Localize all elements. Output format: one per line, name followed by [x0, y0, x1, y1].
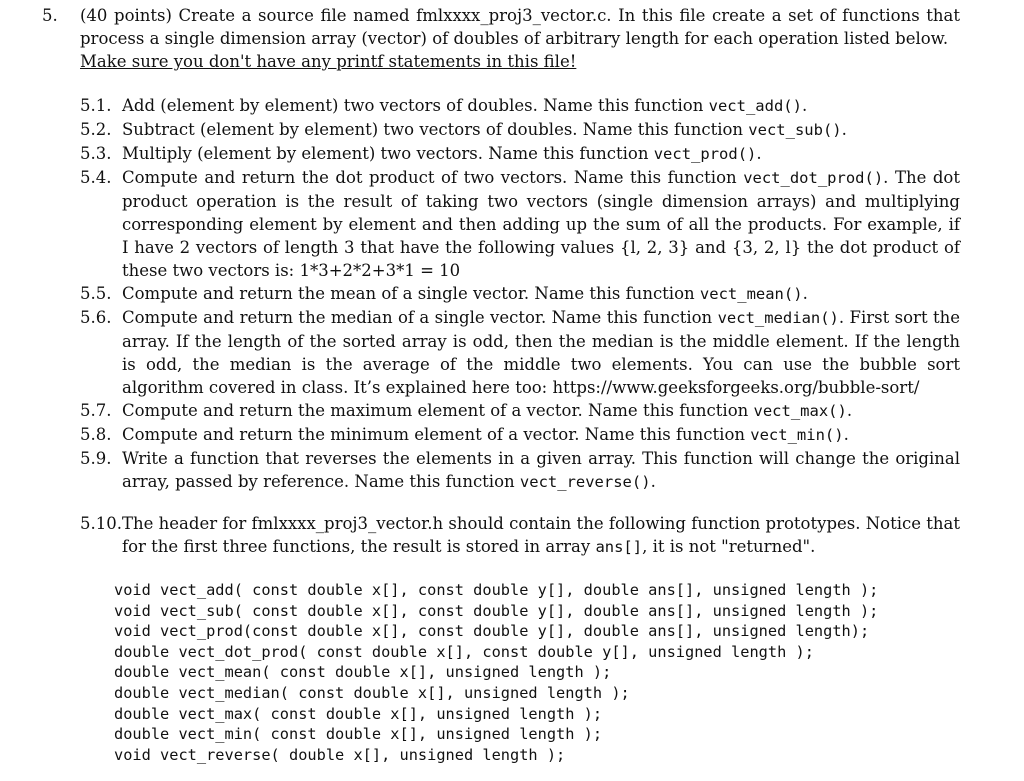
item-text: Compute and return the median of a single vector. Name this function: [122, 308, 718, 327]
question-intro: [80, 4, 960, 73]
function-name: vect_prod(): [653, 145, 757, 163]
list-item: [80, 512, 960, 559]
code-line: void vect_add( const double x[], const double y[], double ans[], unsigned length );: [114, 581, 879, 599]
function-name: vect_dot_prod(): [743, 169, 884, 187]
item-text-after: , it is not "returned".: [642, 537, 816, 556]
code-line: double vect_min( const double x[], unsigned length );: [114, 725, 603, 744]
header-section: [80, 512, 960, 559]
item-number: 5.10.: [80, 514, 122, 533]
function-name: vect_min(): [750, 426, 844, 444]
item-text: Compute and return the minimum element of a vector. Name this function: [122, 425, 751, 444]
array-name: ans[]: [595, 538, 643, 556]
list-item: [80, 94, 960, 118]
list-item: [80, 399, 960, 423]
code-line: void vect_prod(const double x[], const double y[], double ans[], unsigned length);: [114, 622, 870, 641]
item-number: 5.1.: [80, 96, 112, 115]
item-text: Compute and return the maximum element of a vector. Name this function: [122, 401, 754, 420]
list-item: [80, 447, 960, 494]
printf-warning: Make sure you don't have any printf statements in this file!: [80, 52, 577, 71]
item-number: 5.5.: [80, 284, 112, 303]
question-number: 5.: [42, 6, 58, 25]
item-text-after: .: [846, 401, 853, 420]
list-item: [80, 282, 960, 306]
item-text: Subtract (element by element) two vectors of doubles. Name this function: [122, 120, 749, 139]
function-prototypes-code: [114, 580, 878, 765]
item-number: 5.4.: [80, 168, 112, 187]
item-text-after: .: [802, 284, 808, 303]
function-name: vect_mean(): [699, 285, 803, 303]
code-line: void vect_sub( const double x[], const double y[], double ans[], unsigned length );: [114, 601, 879, 620]
list-item: [80, 423, 960, 447]
item-text: Compute and return the dot product of two vectors. Name this function: [122, 168, 744, 187]
item-number: 5.2.: [80, 120, 112, 139]
item-text-after: . First sort the array. If the length of the sorted array is odd, then the median is the middle element. If the length is odd, the median is the average of the middle two elements. You can use the bubble sort algorithm covered in class. It’s explained here too: https://www.geeksforgeeks.org/bubble-sort/: [122, 308, 960, 397]
item-text: Compute and return the mean of a single vector. Name this function: [122, 284, 700, 303]
item-text-after: .: [801, 96, 808, 115]
list-item: [80, 118, 960, 142]
function-name: vect_median(): [717, 309, 839, 327]
code-line: double vect_max( const double x[], unsigned length );: [114, 704, 603, 723]
item-text-after: .: [756, 144, 762, 163]
list-item: [80, 166, 960, 282]
question-intro-text: (40 points) Create a source file named fmlxxxx_proj3_vector.c. In this file create a set of functions that process a single dimension array (vector) of doubles of arbitrary length for each operation listed below.: [80, 6, 960, 48]
item-number: 5.6.: [80, 308, 112, 327]
item-text-after: .: [841, 120, 847, 139]
item-text-after: .: [843, 425, 849, 444]
function-list: [80, 94, 960, 494]
item-text: Add (element by element) two vectors of doubles. Name this function: [122, 96, 709, 115]
item-number: 5.7.: [80, 401, 112, 420]
code-line: double vect_dot_prod( const double x[], const double y[], unsigned length );: [114, 642, 814, 661]
list-item: [80, 142, 960, 166]
function-name: vect_add(): [708, 97, 802, 115]
item-number: 5.8.: [80, 425, 112, 444]
code-line: void vect_reverse( double x[], unsigned length );: [114, 745, 566, 764]
item-text-after: . The dot product operation is the result of taking two vectors (single dimension arrays) and multiplying corresponding element by element and then adding up the sum of all the products. For example, if I have 2 vectors of length 3 that have the following values {l, 2, 3} and {3, 2, l} the dot product of these two vectors is: 1*3+2*2+3*1 = 10: [122, 168, 961, 280]
code-line: double vect_median( const double x[], unsigned length );: [114, 683, 630, 702]
code-line: double vect_mean( const double x[], unsigned length );: [114, 663, 612, 682]
function-name: vect_max(): [753, 402, 847, 420]
item-text: The header for fmlxxxx_proj3_vector.h should contain the following function prototypes. Notice that for the first three functions, the result is stored in array: [122, 514, 960, 556]
function-name: vect_reverse(): [519, 473, 651, 491]
item-number: 5.9.: [80, 449, 112, 468]
item-text-after: .: [650, 472, 656, 491]
item-number: 5.3.: [80, 144, 112, 163]
list-item: [80, 306, 960, 399]
item-text: Multiply (element by element) two vectors. Name this function: [122, 144, 654, 163]
item-text: Write a function that reverses the elements in a given array. This function will change the original array, passed by reference. Name this function: [122, 449, 960, 491]
function-name: vect_sub(): [748, 121, 842, 139]
